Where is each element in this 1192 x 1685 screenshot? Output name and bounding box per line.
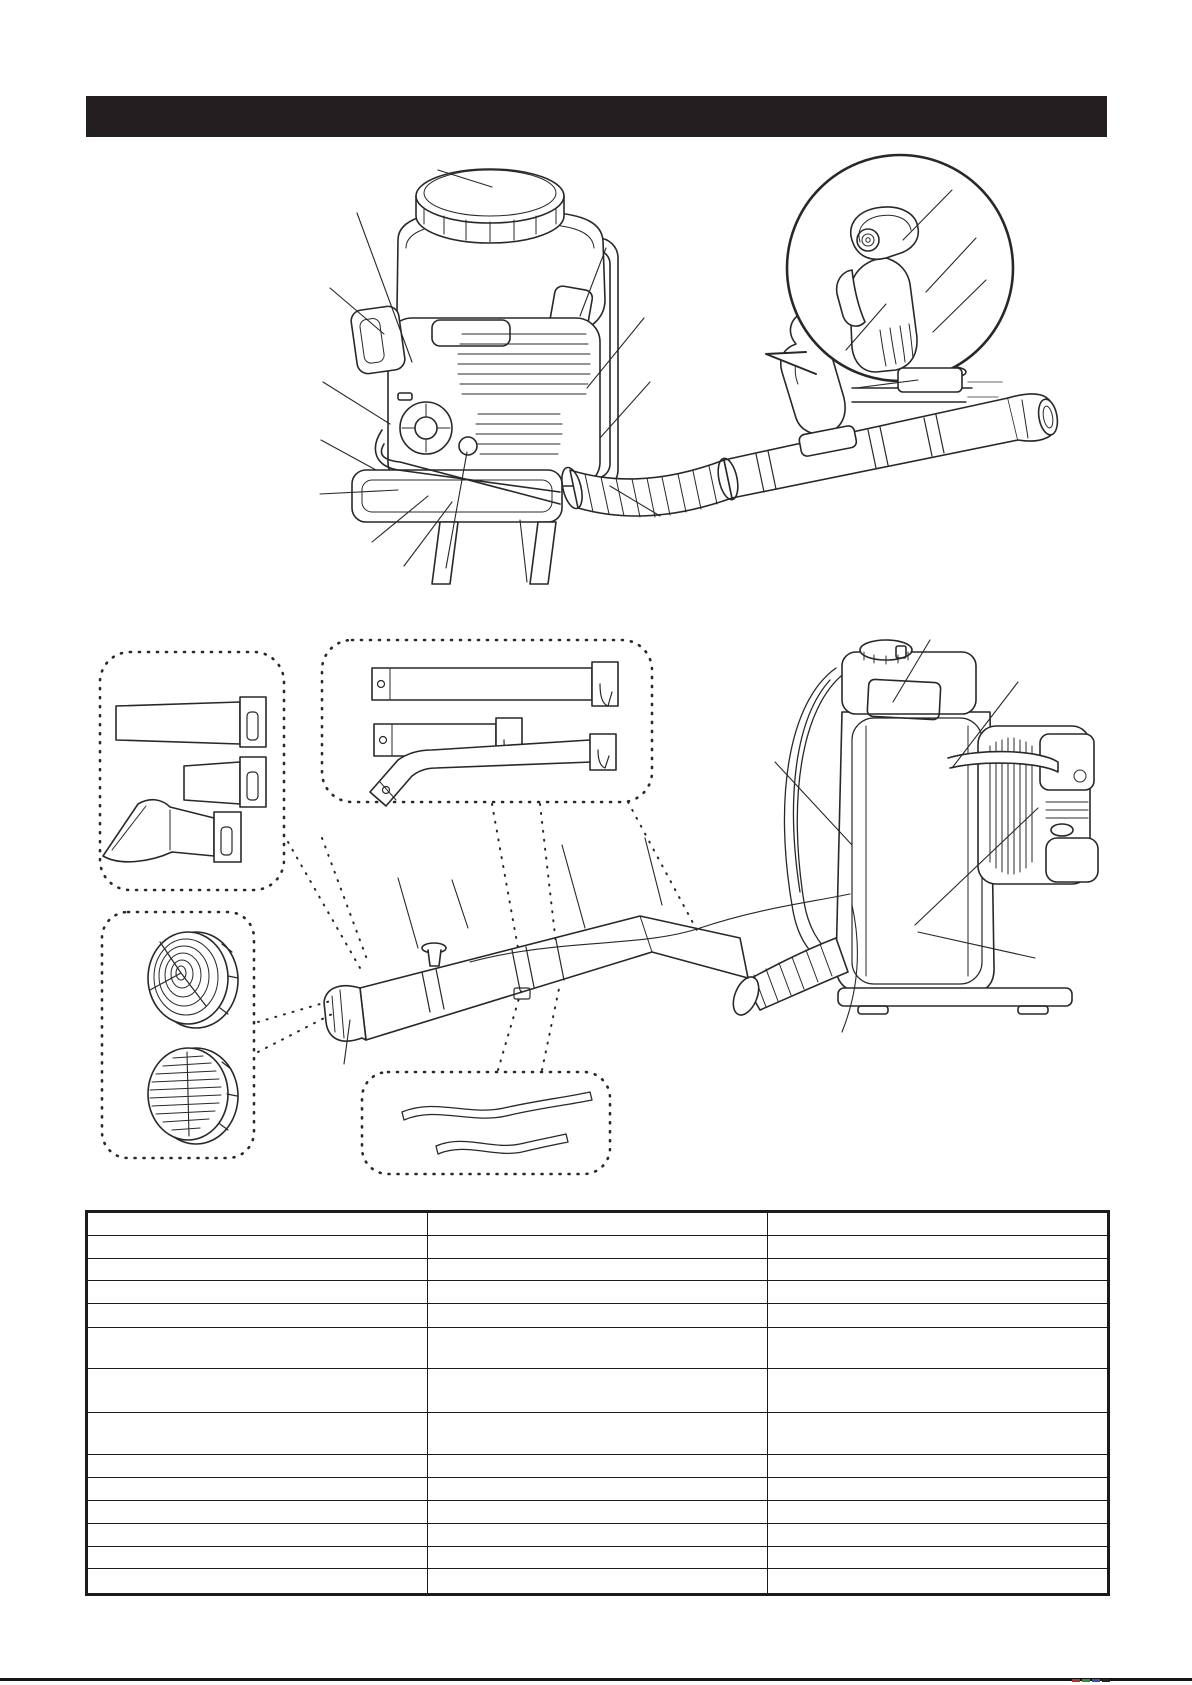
table-cell	[768, 1236, 1109, 1259]
table-cell	[428, 1413, 768, 1455]
table-cell	[87, 1369, 428, 1413]
table-row	[87, 1369, 1109, 1413]
clamp-knob	[422, 943, 446, 966]
parts-table-body	[87, 1212, 1109, 1595]
table-row	[87, 1281, 1109, 1304]
table-row	[87, 1328, 1109, 1369]
primer-bulb	[459, 437, 477, 455]
fuel-tank-cap	[416, 169, 564, 243]
frame-leg	[432, 522, 458, 584]
table-cell	[428, 1328, 768, 1369]
blower-tube	[715, 367, 1060, 501]
straight-tube	[360, 916, 748, 1040]
table-cell	[768, 1328, 1109, 1369]
table-cell	[87, 1212, 428, 1236]
table-row	[87, 1501, 1109, 1524]
figure-backpack-blower-front	[320, 155, 1060, 584]
table-cell	[428, 1236, 768, 1259]
throttle-grip-detail-balloon	[766, 155, 1013, 402]
base-plate	[838, 988, 1072, 1014]
table-cell	[87, 1501, 428, 1524]
table-row	[87, 1259, 1109, 1281]
long-pipe	[372, 662, 618, 706]
frame-leg	[530, 522, 556, 584]
table-cell	[428, 1212, 768, 1236]
table-cell	[768, 1369, 1109, 1413]
cable-box	[362, 1072, 610, 1174]
table-cell	[428, 1259, 768, 1281]
figure-backpack-blower-side	[258, 640, 1098, 1070]
table-cell	[768, 1304, 1109, 1328]
long-straight-tube	[116, 697, 266, 747]
table-cell	[87, 1524, 428, 1547]
table-cell	[428, 1455, 768, 1478]
table-cell	[87, 1569, 428, 1595]
table-cell	[87, 1455, 428, 1478]
wavy-cable-2	[436, 1134, 568, 1154]
parts-table	[85, 1210, 1110, 1596]
table-cell	[768, 1569, 1109, 1595]
table-row	[87, 1547, 1109, 1569]
table-row	[87, 1569, 1109, 1595]
flat-nozzle	[103, 800, 241, 862]
table-cell	[87, 1236, 428, 1259]
table-row	[87, 1236, 1109, 1259]
table-cell	[428, 1369, 768, 1413]
table-cell	[768, 1501, 1109, 1524]
engine-side	[978, 726, 1098, 884]
base-frame	[352, 470, 562, 584]
recoil-starter	[400, 402, 452, 454]
table-cell	[87, 1259, 428, 1281]
short-straight-tube	[184, 757, 266, 807]
extension-pipe-box	[322, 640, 652, 806]
table-cell	[87, 1281, 428, 1304]
table-cell	[428, 1569, 768, 1595]
table-cell	[428, 1524, 768, 1547]
table-cell	[428, 1304, 768, 1328]
table-cell	[768, 1413, 1109, 1455]
table-row	[87, 1212, 1109, 1236]
table-cell	[428, 1478, 768, 1501]
accessory-boxes	[100, 640, 652, 1174]
table-row	[87, 1524, 1109, 1547]
wavy-cable-1	[402, 1092, 592, 1120]
table-row	[87, 1455, 1109, 1478]
fan-guard-grille	[148, 932, 238, 1028]
table-cell	[768, 1281, 1109, 1304]
table-cell	[768, 1478, 1109, 1501]
table-cell	[768, 1524, 1109, 1547]
table-cell	[87, 1304, 428, 1328]
table-cell	[768, 1259, 1109, 1281]
louver-grille	[148, 1048, 238, 1144]
fuel-tank-side	[842, 640, 976, 720]
tube-flare-end	[324, 986, 366, 1041]
table-cell	[87, 1328, 428, 1369]
grille-box	[102, 912, 254, 1158]
table-cell	[428, 1547, 768, 1569]
table-cell	[87, 1547, 428, 1569]
table-cell	[87, 1478, 428, 1501]
table-cell	[428, 1281, 768, 1304]
table-row	[87, 1304, 1109, 1328]
print-registration-marks	[1072, 1679, 1118, 1682]
table-row	[87, 1478, 1109, 1501]
table-cell	[768, 1455, 1109, 1478]
table-row	[87, 1413, 1109, 1455]
table-cell	[768, 1547, 1109, 1569]
muffler-side	[1046, 838, 1098, 882]
straight-tube-box	[100, 652, 284, 890]
table-cell	[768, 1212, 1109, 1236]
muffler	[350, 305, 406, 375]
page-bottom-rule	[0, 1678, 1192, 1681]
table-cell	[87, 1413, 428, 1455]
table-cell	[428, 1501, 768, 1524]
